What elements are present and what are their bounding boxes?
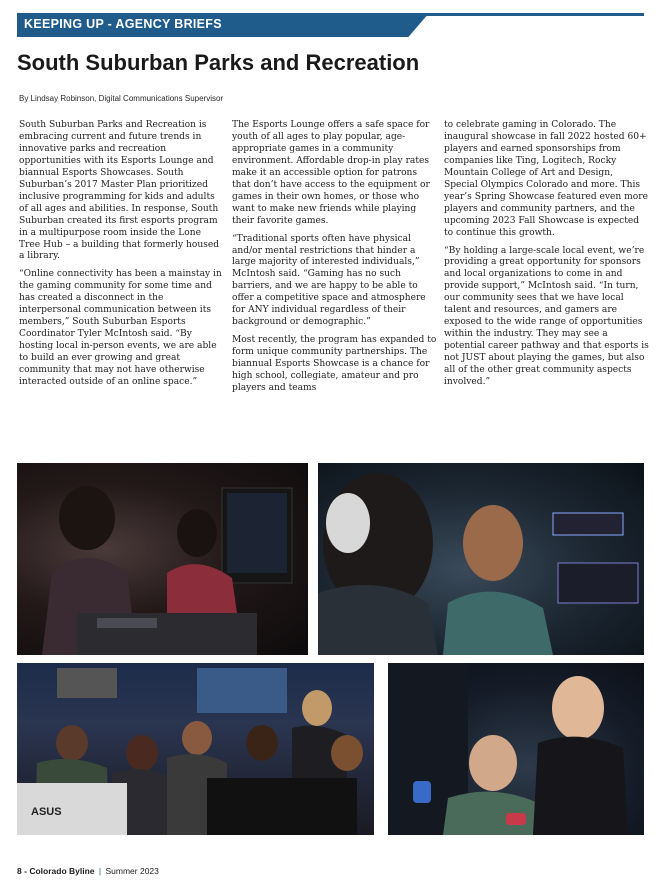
paragraph: “Online connectivity has been a mainstay in the gaming community for some time and has created a disconnect in the interpersonal communication between its members,” South Suburban Esports Coordinator Tyler McIntosh said. “By hosting local in-person events, we are able to build an ever growing and great community that may not have otherwise interacted outside of an online space.” [19, 269, 222, 388]
photo-man-and-child-gaming [318, 463, 644, 655]
issue-date: Summer 2023 [105, 866, 159, 876]
photo-gamers-at-pcs [17, 463, 308, 655]
photo-group-cheering-illustration [17, 663, 374, 835]
article-column-3 [444, 120, 649, 395]
photo-group-cheering [17, 663, 374, 835]
photo-kids-playing-illustration [388, 663, 644, 835]
paragraph: to celebrate gaming in Colorado. The inaugural showcase in fall 2022 hosted 60+ players and earned sponsorships from companies like Ting, Logitech, Rocky Mountain College of Art and Design, Special Olympics Colorado and more. This year’s Spring Showcase featured even more players and community partners, and the upcoming 2023 Fall Showcase is expected to continue this growth. [444, 120, 649, 238]
publication-name: Colorado Byline [29, 866, 95, 876]
page-footer [17, 866, 159, 876]
byline: By Lindsay Robinson, Digital Communications Supervisor [19, 94, 224, 103]
paragraph: Most recently, the program has expanded to form unique community partnerships. The biannual Esports Showcase is a chance for high school, collegiate, amateur and pro players and teams [232, 335, 437, 394]
footer-separator: | [98, 866, 102, 876]
article-column-1 [19, 120, 224, 395]
article-column-2 [232, 120, 437, 401]
paragraph: “Traditional sports often have physical and/or mental restrictions that hinder a large majority of interested individuals,” McIntosh said. “Gaming has no such barriers, and we are happy to be able to offer a competitive space and atmosphere for ANY individual regardless of their background or demographic.” [232, 233, 426, 328]
paragraph: “By holding a large-scale local event, we’re providing a great opportunity for sponsors and local organizations to come in and provide support,” McIntosh said. “In turn, our community sees that we have local talent and resources, and gamers are exposed to the wide range of opportunities within the industry. They may see a potential career pathway and that esports is not JUST about playing the games, but also all of the other great community aspects involved.” [444, 245, 649, 388]
monitor-brand-label: ASUS [31, 806, 62, 818]
article-title: South Suburban Parks and Recreation [17, 50, 420, 75]
section-label: KEEPING UP - AGENCY BRIEFS [24, 17, 222, 31]
photo-man-and-child-gaming-illustration [318, 463, 644, 655]
paragraph: South Suburban Parks and Recreation is embracing current and future trends in innovative parks and recreation opportunities with its Esports Lounge and biannual Esports Showcases. South Suburban’s 2017 Master Plan prioritized inclusive programming for kids and adults of all ages and abilities. In response, South Suburban created its first esports program in a multipurpose room inside the Lone Tree Hub – a building that formerly housed a library. [19, 120, 220, 262]
photo-gamers-at-pcs-illustration [17, 463, 308, 655]
page-number: 8 [17, 866, 22, 876]
banner-rule [400, 13, 644, 16]
paragraph: The Esports Lounge offers a safe space for youth of all ages to play popular, age-appropriate games in a community environment. Affordable drop-in play rates make it an accessible option for patrons that don’t have access to the equipment or games in their own homes, or those who want to make new friends while playing their favorite games. [232, 120, 430, 226]
footer-dash: - [24, 866, 27, 876]
photo-kids-playing [388, 663, 644, 835]
